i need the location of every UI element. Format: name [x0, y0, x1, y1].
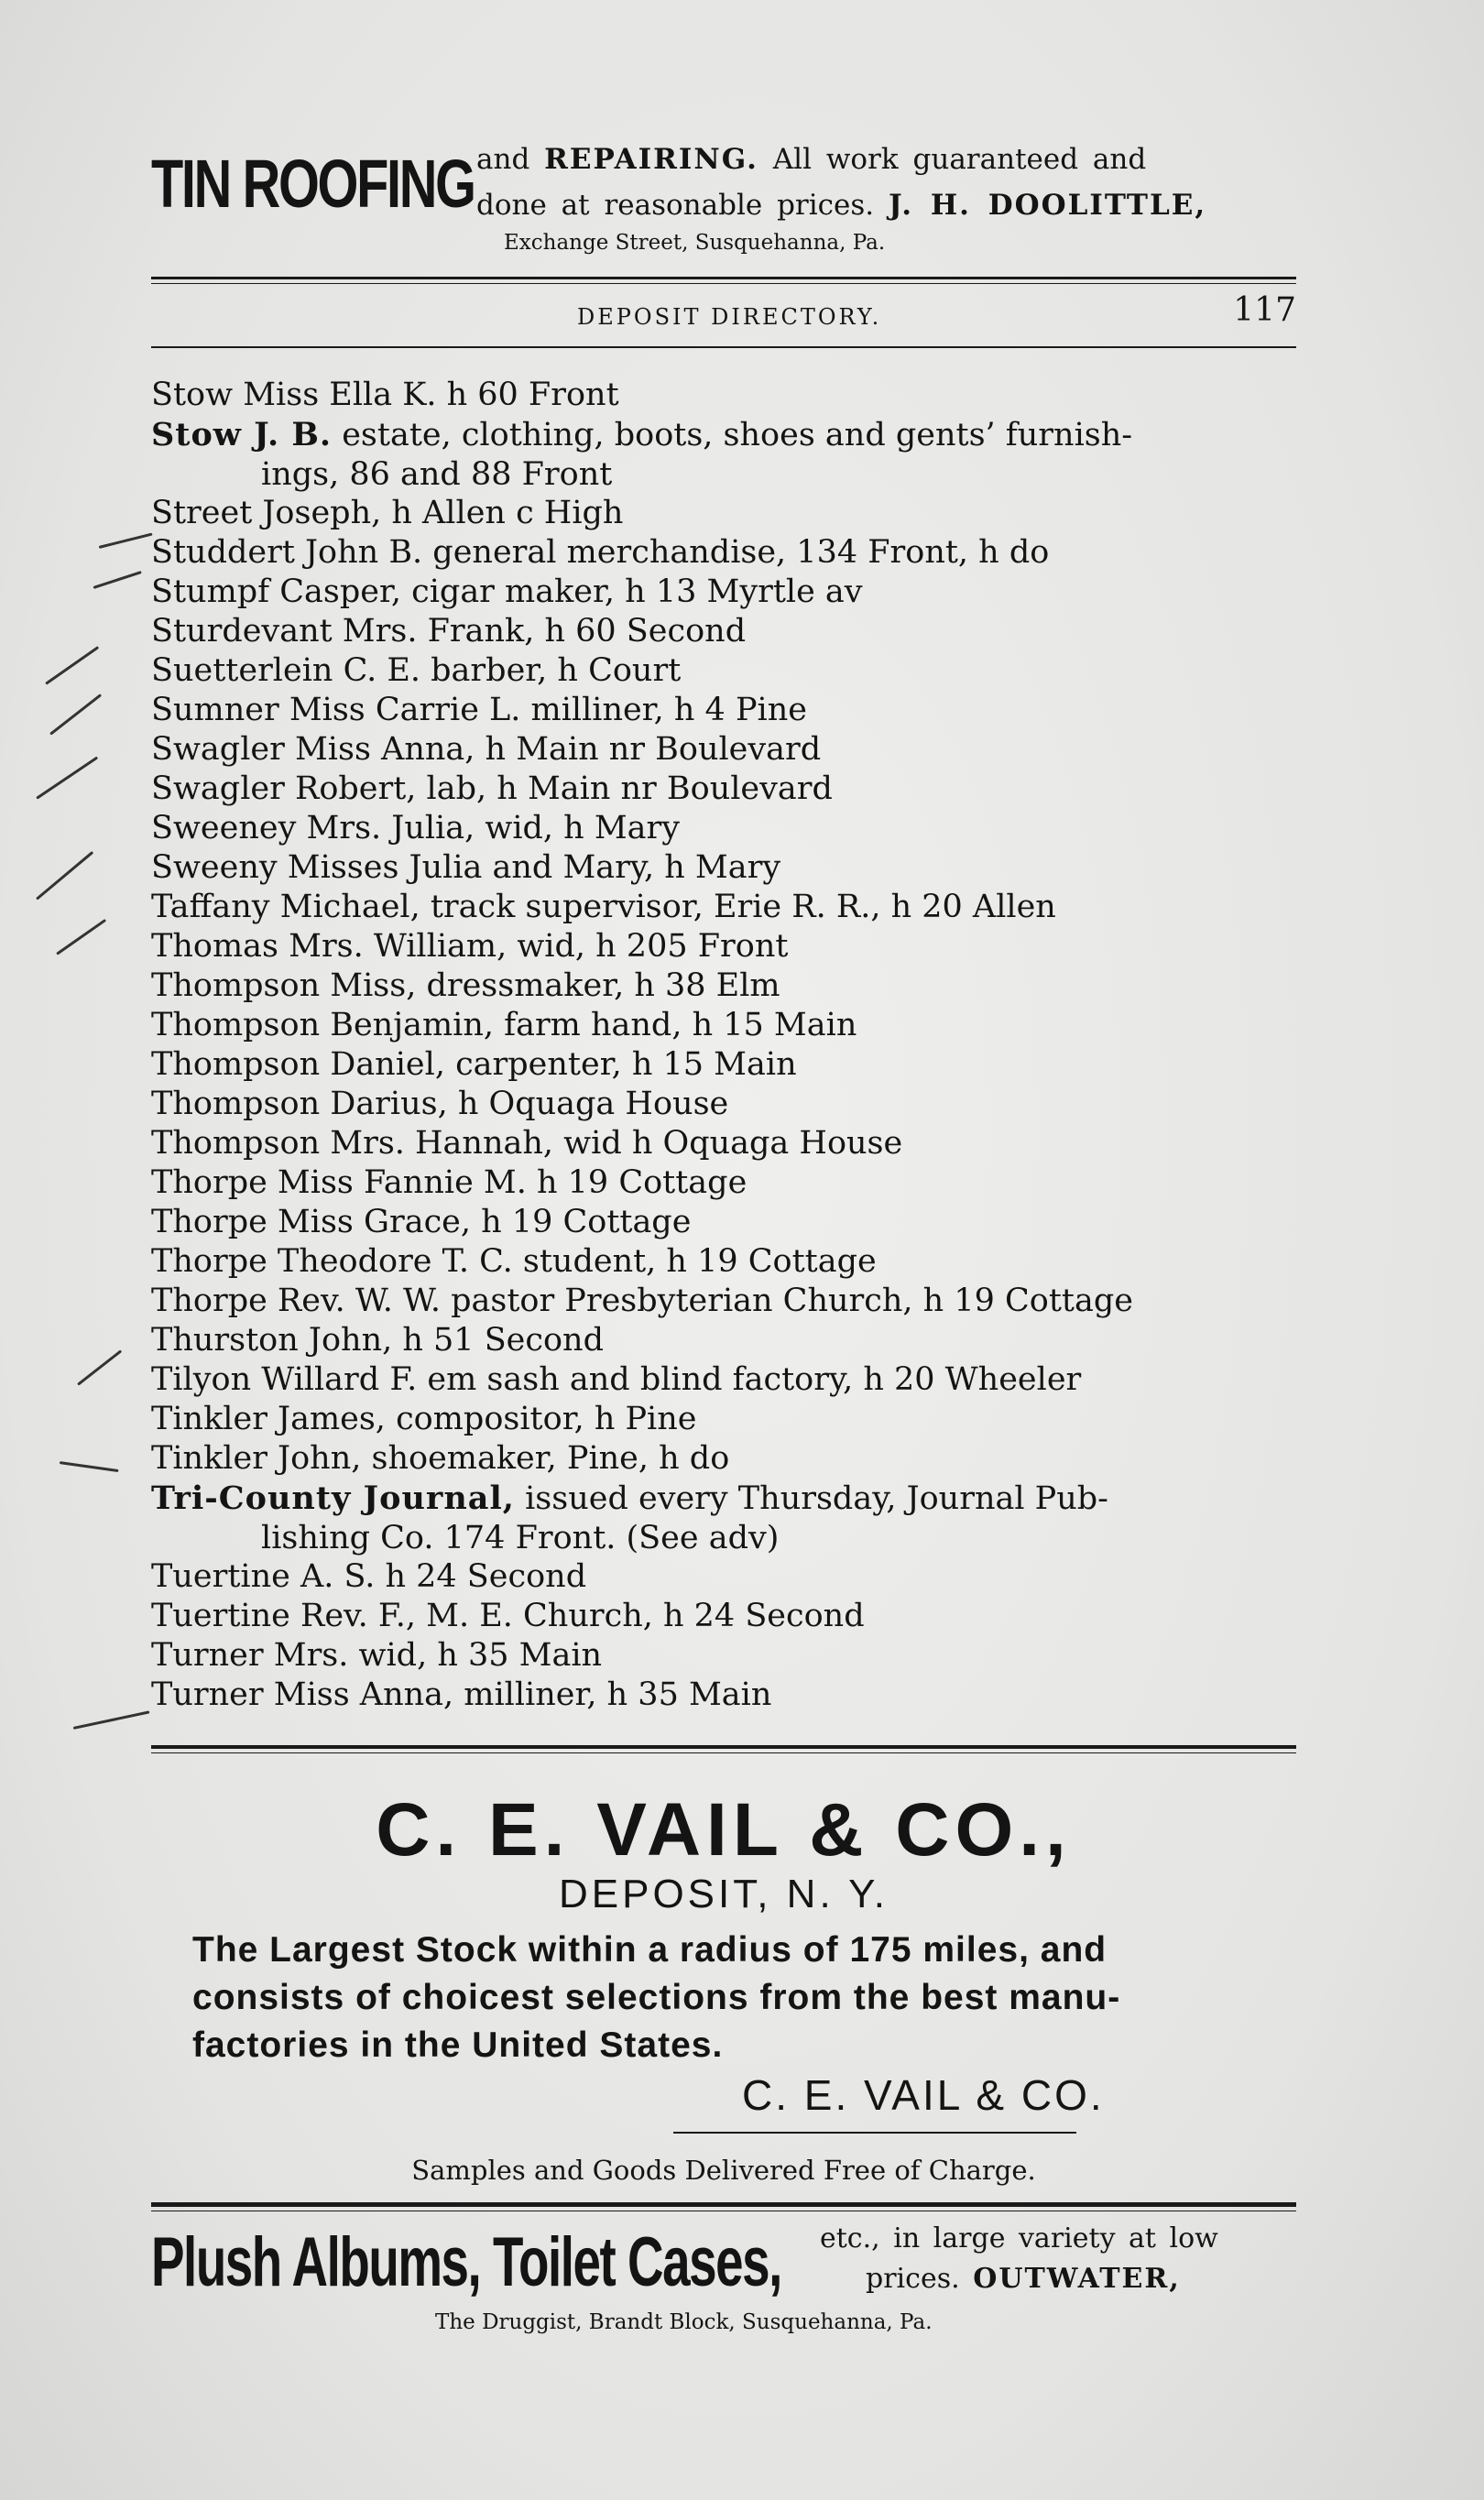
entry-text: Tuertine Rev. F., M. E. Church, h 24 Second	[151, 1598, 865, 1634]
directory-entry	[151, 1597, 1305, 1636]
vail-samples-note: Samples and Goods Delivered Free of Charge.	[411, 2155, 1036, 2186]
pencil-mark	[49, 693, 102, 735]
vail-location: DEPOSIT, N. Y.	[558, 1872, 889, 1916]
directory-entry	[151, 691, 1305, 730]
entry-text: Tinkler John, shoemaker, Pine, h do	[151, 1440, 730, 1477]
directory-entry	[151, 494, 1305, 533]
directory-entry	[151, 966, 1305, 1006]
double-rule-top-thin	[151, 283, 1296, 284]
directory-entry	[151, 1400, 1305, 1439]
double-rule-top	[151, 277, 1296, 279]
directory-entry	[151, 1242, 1305, 1282]
directory-entry	[151, 651, 1305, 691]
ad-headline: TIN ROOFING	[151, 146, 475, 222]
directory-entry	[151, 1163, 1305, 1203]
directory-entry	[151, 1321, 1305, 1360]
entry-text: Swagler Robert, lab, h Main nr Boulevard	[151, 770, 833, 807]
page-title: DEPOSIT DIRECTORY.	[577, 304, 882, 330]
entry-text: Tinkler James, compositor, h Pine	[151, 1401, 697, 1437]
bottom-ad-line-1: etc., in large variety at low	[820, 2222, 1218, 2254]
pencil-mark	[36, 851, 93, 901]
plush-albums-advertisement	[151, 2217, 1305, 2334]
pencil-mark	[77, 1349, 122, 1385]
pencil-mark	[73, 1710, 150, 1730]
bottom-ad-line-2-a: prices.	[866, 2263, 960, 2295]
directory-entry	[151, 612, 1305, 651]
ad-line-2-b: J. H. DOOLITTLE,	[889, 189, 1207, 222]
section-rule-thin	[151, 1752, 1296, 1753]
vail-desc-line: consists of choicest selections from the best manu-	[192, 1978, 1121, 2017]
pencil-mark	[93, 571, 142, 589]
entry-text: Thompson Darius, h Oquaga House	[151, 1086, 729, 1122]
entry-text: issued every Thursday, Journal Pub-	[514, 1480, 1108, 1517]
tin-roofing-advertisement	[151, 137, 1296, 266]
entry-text: Thorpe Miss Grace, h 19 Cottage	[151, 1204, 692, 1240]
bottom-ad-line-2-b: OUTWATER,	[973, 2263, 1181, 2295]
directory-entry	[151, 1676, 1305, 1715]
directory-entry	[151, 376, 1305, 415]
vail-description	[192, 1927, 1310, 2069]
section-rule	[151, 1745, 1296, 1749]
directory-entry	[151, 730, 1305, 770]
ad-line-2	[476, 189, 1206, 222]
directory-entry	[151, 770, 1305, 809]
entry-text: Suetterlein C. E. barber, h Court	[151, 652, 682, 689]
directory-entry	[151, 1124, 1305, 1163]
entry-continuation: lishing Co. 174 Front. (See adv)	[261, 1520, 780, 1556]
entry-text: estate, clothing, boots, shoes and gents’ furnish-	[332, 417, 1133, 453]
entry-text: Thompson Mrs. Hannah, wid h Oquaga House	[151, 1125, 903, 1162]
entry-text: Thomas Mrs. William, wid, h 205 Front	[151, 928, 789, 965]
directory-entry	[151, 533, 1305, 573]
directory-entry	[151, 1203, 1305, 1242]
entry-text: Stumpf Casper, cigar maker, h 13 Myrtle av	[151, 573, 863, 610]
entry-text: Taffany Michael, track supervisor, Erie R. R., h 20 Allen	[151, 889, 1056, 925]
directory-entry	[151, 848, 1305, 888]
directory-entry	[151, 1282, 1305, 1321]
entry-text: Street Joseph, h Allen c High	[151, 495, 624, 531]
pencil-mark	[99, 533, 153, 549]
directory-entry	[151, 927, 1305, 966]
page-number: 117	[1233, 291, 1296, 329]
directory-entry	[151, 1045, 1305, 1085]
entry-text: Thompson Benjamin, farm hand, h 15 Main	[151, 1007, 857, 1043]
entry-continuation: ings, 86 and 88 Front	[261, 456, 613, 493]
running-header	[151, 291, 1296, 333]
bottom-ad-line-2	[866, 2263, 1181, 2295]
directory-entry	[151, 809, 1305, 848]
directory-entry	[151, 1557, 1305, 1597]
pencil-mark	[45, 646, 99, 685]
directory-entry	[151, 1479, 1305, 1558]
directory-entry	[151, 888, 1305, 927]
entry-text: Thorpe Rev. W. W. pastor Presbyterian Church, h 19 Cottage	[151, 1283, 1133, 1319]
directory-entry	[151, 415, 1305, 495]
entry-text: Thorpe Theodore T. C. student, h 19 Cottage	[151, 1243, 877, 1280]
pencil-mark	[56, 919, 106, 955]
vail-desc-line: The Largest Stock within a radius of 175 miles, and	[192, 1930, 1108, 1970]
entry-text: Tilyon Willard F. em sash and blind factory, h 20 Wheeler	[151, 1361, 1082, 1398]
ad-address: Exchange Street, Susquehanna, Pa.	[504, 231, 886, 255]
ad-line-1-b: REPAIRING.	[544, 143, 758, 176]
bottom-ad-rule	[151, 2202, 1296, 2207]
entry-bold-name: Stow J. B.	[151, 416, 333, 453]
pencil-mark	[36, 757, 98, 800]
entry-text: Thompson Daniel, carpenter, h 15 Main	[151, 1046, 797, 1083]
entry-text: Sturdevant Mrs. Frank, h 60 Second	[151, 613, 747, 650]
entry-text: Tuertine A. S. h 24 Second	[151, 1558, 587, 1595]
bottom-ad-address: The Druggist, Brandt Block, Susquehanna, Pa.	[435, 2310, 933, 2334]
entry-text: Stow Miss Ella K. h 60 Front	[151, 377, 619, 413]
ad-line-2-a: done at reasonable prices.	[476, 189, 875, 222]
entry-text: Sweeny Misses Julia and Mary, h Mary	[151, 849, 781, 886]
ad-line-1-a: and	[476, 143, 530, 176]
signature-rule	[673, 2132, 1076, 2134]
entry-bold-name: Tri-County Journal,	[151, 1479, 515, 1517]
pencil-mark	[60, 1461, 119, 1472]
entry-text: Thorpe Miss Fannie M. h 19 Cottage	[151, 1164, 747, 1201]
bottom-ad-headline: Plush Albums, Toilet Cases,	[151, 2223, 781, 2301]
header-rule	[151, 346, 1296, 348]
entry-text: Turner Miss Anna, milliner, h 35 Main	[151, 1676, 772, 1713]
vail-signature: C. E. VAIL & CO.	[742, 2071, 1105, 2119]
directory-entry	[151, 1636, 1305, 1676]
entry-text: Swagler Miss Anna, h Main nr Boulevard	[151, 731, 822, 768]
entry-text: Sumner Miss Carrie L. milliner, h 4 Pine	[151, 692, 807, 728]
directory-entry	[151, 1360, 1305, 1400]
entry-text: Thurston John, h 51 Second	[151, 1322, 604, 1359]
ad-line-1	[476, 143, 1146, 176]
entry-text: Sweeney Mrs. Julia, wid, h Mary	[151, 810, 681, 846]
directory-entry	[151, 1006, 1305, 1045]
ad-line-1-c: All work guaranteed and	[772, 143, 1147, 176]
vail-desc-line: factories in the United States.	[192, 2025, 724, 2065]
entry-text: Turner Mrs. wid, h 35 Main	[151, 1637, 603, 1674]
entry-text: Thompson Miss, dressmaker, h 38 Elm	[151, 967, 780, 1004]
vail-company-name: C. E. VAIL & CO.,	[376, 1788, 1072, 1872]
directory-entry	[151, 1085, 1305, 1124]
directory-entry	[151, 573, 1305, 612]
entry-text: Studdert John B. general merchandise, 134 Front, h do	[151, 534, 1050, 571]
directory-entry	[151, 1439, 1305, 1479]
